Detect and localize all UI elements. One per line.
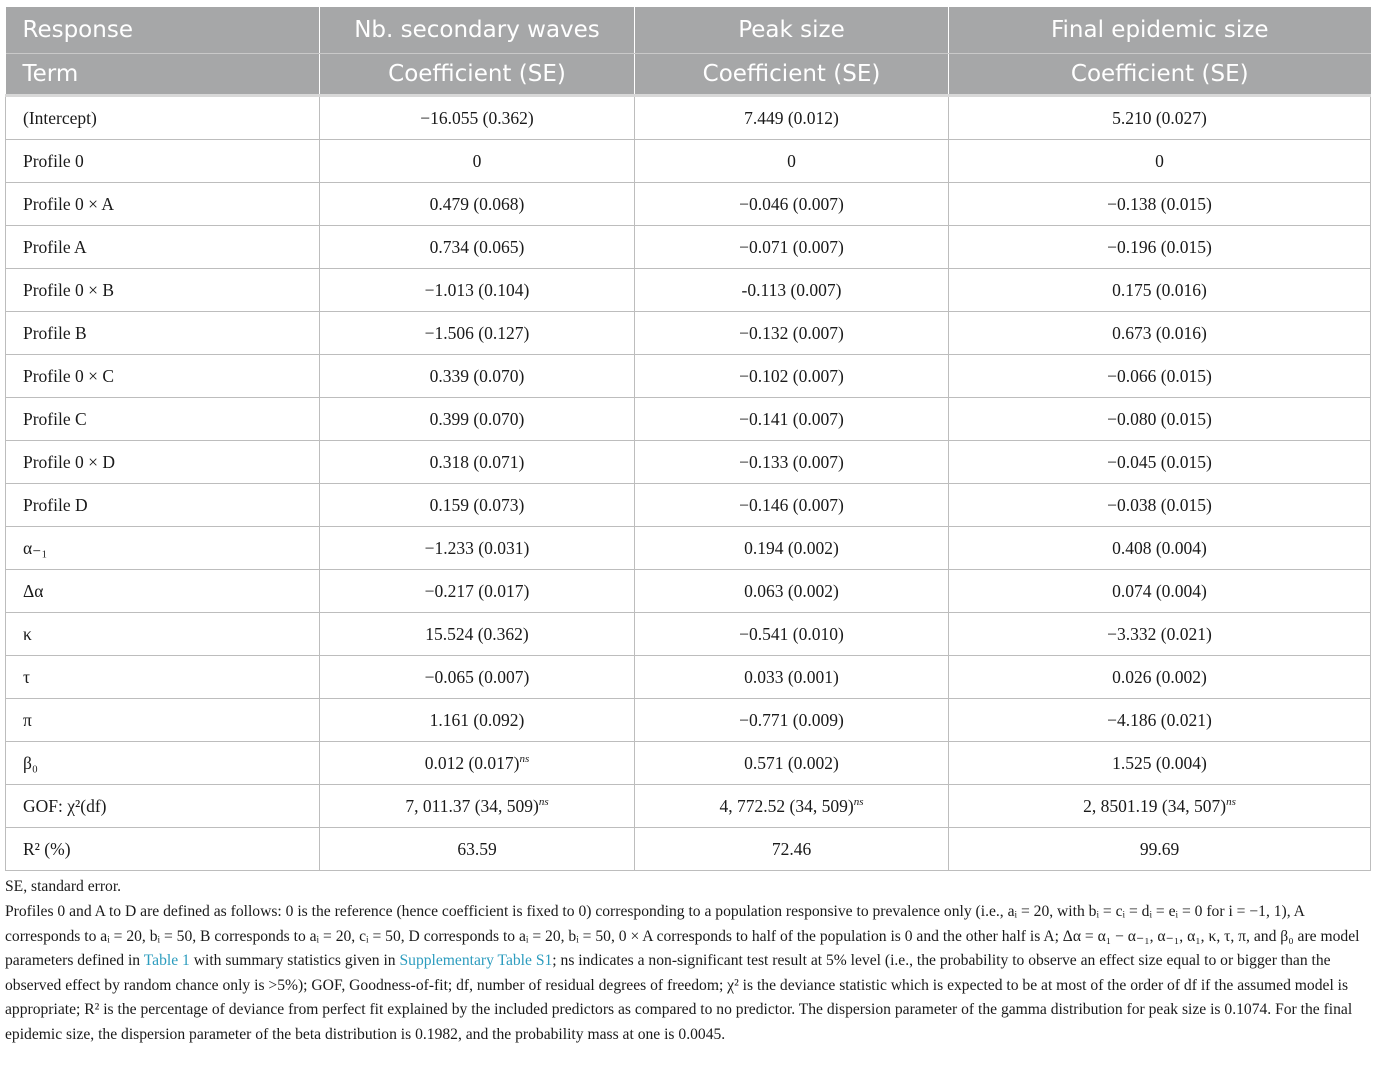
table-row	[6, 312, 1371, 355]
cell-peak: 72.46	[635, 828, 949, 871]
table-header	[6, 7, 1371, 96]
cell-term: Profile C	[6, 398, 320, 441]
header-coef-final: Coefficient (SE)	[949, 54, 1371, 96]
header-row-response	[6, 7, 1371, 54]
cell-peak: 0.571 (0.002)	[635, 742, 949, 785]
cell-final: −0.066 (0.015)	[949, 355, 1371, 398]
cell-final: 2, 8501.19 (34, 507)$^{ns}$	[949, 785, 1371, 828]
ns-marker: ns	[538, 795, 549, 808]
link-supplementary-table-s1[interactable]: Supplementary Table S1	[399, 952, 553, 970]
cell-final: 0.175 (0.016)	[949, 269, 1371, 312]
table-row	[6, 742, 1371, 785]
cell-term: Profile 0 × D	[6, 441, 320, 484]
table-row	[6, 140, 1371, 183]
table-row	[6, 96, 1371, 140]
cell-waves: 0.159 (0.073)	[320, 484, 635, 527]
cell-peak: −0.146 (0.007)	[635, 484, 949, 527]
cell-peak: −0.102 (0.007)	[635, 355, 949, 398]
cell-waves: −0.065 (0.007)	[320, 656, 635, 699]
table-row	[6, 355, 1371, 398]
cell-waves: 1.161 (0.092)	[320, 699, 635, 742]
cell-final: 0.026 (0.002)	[949, 656, 1371, 699]
cell-term: α₋₁	[6, 527, 320, 570]
ns-marker: ns	[1226, 795, 1236, 808]
table-row	[6, 441, 1371, 484]
footnote-text-1: Profiles 0 and A to D are defined as follows: 0 is the reference (hence coefficient is fixed to 0) corresponding to a population responsive to prevalence only (i.e., aᵢ = 20, with bᵢ = cᵢ = dᵢ = eᵢ = 0 for i = −1, 1), A corresponds to aᵢ = 20, bᵢ = 50, B corresponds to aᵢ = 20, cᵢ = 50, D corresponds to aᵢ = 20, bᵢ = 50, 0 × A corresponds to half of the population is 0 and the other half is A; Δα = α₁ − α₋₁, α₋₁, α₁, κ, τ, π, and β₀ are model parameters defined in	[5, 903, 1360, 970]
cell-peak: −0.771 (0.009)	[635, 699, 949, 742]
cell-peak: −0.133 (0.007)	[635, 441, 949, 484]
cell-final: −0.045 (0.015)	[949, 441, 1371, 484]
table-row	[6, 828, 1371, 871]
cell-waves: 0.318 (0.071)	[320, 441, 635, 484]
cell-waves: 0.399 (0.070)	[320, 398, 635, 441]
cell-term: β₀	[6, 742, 320, 785]
cell-term: Profile 0 × C	[6, 355, 320, 398]
cell-peak: 4, 772.52 (34, 509)$^{ns}$	[635, 785, 949, 828]
cell-waves: 15.524 (0.362)	[320, 613, 635, 656]
cell-waves: 7, 011.37 (34, 509)$^{ns}$	[320, 785, 635, 828]
cell-peak: −0.071 (0.007)	[635, 226, 949, 269]
regression-table	[5, 7, 1371, 871]
cell-final: 0.673 (0.016)	[949, 312, 1371, 355]
cell-final: 5.210 (0.027)	[949, 96, 1371, 140]
cell-waves: 0	[320, 140, 635, 183]
cell-final: 0	[949, 140, 1371, 183]
cell-final: 0.408 (0.004)	[949, 527, 1371, 570]
table-row	[6, 785, 1371, 828]
cell-final: −0.080 (0.015)	[949, 398, 1371, 441]
cell-waves: −16.055 (0.362)	[320, 96, 635, 140]
cell-peak: −0.141 (0.007)	[635, 398, 949, 441]
table-row	[6, 656, 1371, 699]
header-final-epidemic-size: Final epidemic size	[949, 7, 1371, 54]
cell-final: −0.138 (0.015)	[949, 183, 1371, 226]
header-secondary-waves: Nb. secondary waves	[320, 7, 635, 54]
cell-waves: −0.217 (0.017)	[320, 570, 635, 613]
ns-marker: ns	[519, 752, 530, 765]
cell-final: 0.074 (0.004)	[949, 570, 1371, 613]
regression-table-container	[5, 7, 1370, 871]
cell-waves: 0.012 $(0.017)^{ns}$	[320, 742, 635, 785]
cell-term: Profile B	[6, 312, 320, 355]
footnote-definitions	[5, 900, 1370, 1048]
cell-term: Profile 0 × B	[6, 269, 320, 312]
footnote-text-3: ; ns indicates a non-significant test result at 5% level (i.e., the probability to observe an effect size equal to or bigger than the observed effect by random chance only is >5%); GOF, Goodness-of-fit; df, number of residual degrees of freedom; χ² is the deviance statistic which is expected to be at most of the order of df if the assumed model is appropriate; R² is the percentage of deviance from perfect fit explained by the included predictors as compared to no predictor. The dispersion parameter of the gamma distribution for peak size is 0.1074. For the final epidemic size, the dispersion parameter of the beta distribution is 0.1982, and the probability mass at one is 0.0045.	[5, 952, 1353, 1043]
table-row	[6, 570, 1371, 613]
cell-peak: 0.063 (0.002)	[635, 570, 949, 613]
cell-waves: −1.233 (0.031)	[320, 527, 635, 570]
cell-final: −4.186 (0.021)	[949, 699, 1371, 742]
table-row	[6, 226, 1371, 269]
cell-waves: 0.339 (0.070)	[320, 355, 635, 398]
cell-term: R² (%)	[6, 828, 320, 871]
cell-term: π	[6, 699, 320, 742]
cell-waves: −1.506 (0.127)	[320, 312, 635, 355]
cell-term: τ	[6, 656, 320, 699]
cell-peak: 0.194 (0.002)	[635, 527, 949, 570]
cell-peak: 7.449 (0.012)	[635, 96, 949, 140]
cell-final: −3.332 (0.021)	[949, 613, 1371, 656]
cell-waves: 0.479 (0.068)	[320, 183, 635, 226]
table-row	[6, 613, 1371, 656]
cell-peak: 0	[635, 140, 949, 183]
link-table-1[interactable]: Table 1	[143, 952, 190, 970]
cell-peak: -0.113 (0.007)	[635, 269, 949, 312]
cell-term: Profile 0 × A	[6, 183, 320, 226]
cell-term: Profile A	[6, 226, 320, 269]
footnote-se: SE, standard error.	[5, 878, 122, 895]
cell-peak: 0.033 (0.001)	[635, 656, 949, 699]
cell-peak: −0.132 (0.007)	[635, 312, 949, 355]
table-row	[6, 527, 1371, 570]
footnote-text-2: with summary statistics given in	[193, 952, 396, 970]
header-coef-waves: Coefficient (SE)	[320, 54, 635, 96]
cell-final: 1.525 (0.004)	[949, 742, 1371, 785]
header-term: Term	[6, 54, 320, 96]
cell-term: GOF: χ²(df)	[6, 785, 320, 828]
cell-term: κ	[6, 613, 320, 656]
cell-peak: −0.046 (0.007)	[635, 183, 949, 226]
cell-final: −0.196 (0.015)	[949, 226, 1371, 269]
cell-waves: −1.013 (0.104)	[320, 269, 635, 312]
cell-final: 99.69	[949, 828, 1371, 871]
header-coef-peak: Coefficient (SE)	[635, 54, 949, 96]
cell-peak: −0.541 (0.010)	[635, 613, 949, 656]
ns-marker: ns	[853, 795, 864, 808]
table-row	[6, 269, 1371, 312]
cell-final: −0.038 (0.015)	[949, 484, 1371, 527]
table-row	[6, 484, 1371, 527]
cell-waves: 0.734 (0.065)	[320, 226, 635, 269]
cell-waves: 63.59	[320, 828, 635, 871]
cell-term: Δα	[6, 570, 320, 613]
cell-term: (Intercept)	[6, 96, 320, 140]
header-peak-size: Peak size	[635, 7, 949, 54]
header-row-term	[6, 54, 1371, 96]
table-row	[6, 699, 1371, 742]
table-body	[6, 96, 1371, 871]
cell-term: Profile D	[6, 484, 320, 527]
header-response: Response	[6, 7, 320, 54]
cell-term: Profile 0	[6, 140, 320, 183]
table-row	[6, 183, 1371, 226]
table-row	[6, 398, 1371, 441]
